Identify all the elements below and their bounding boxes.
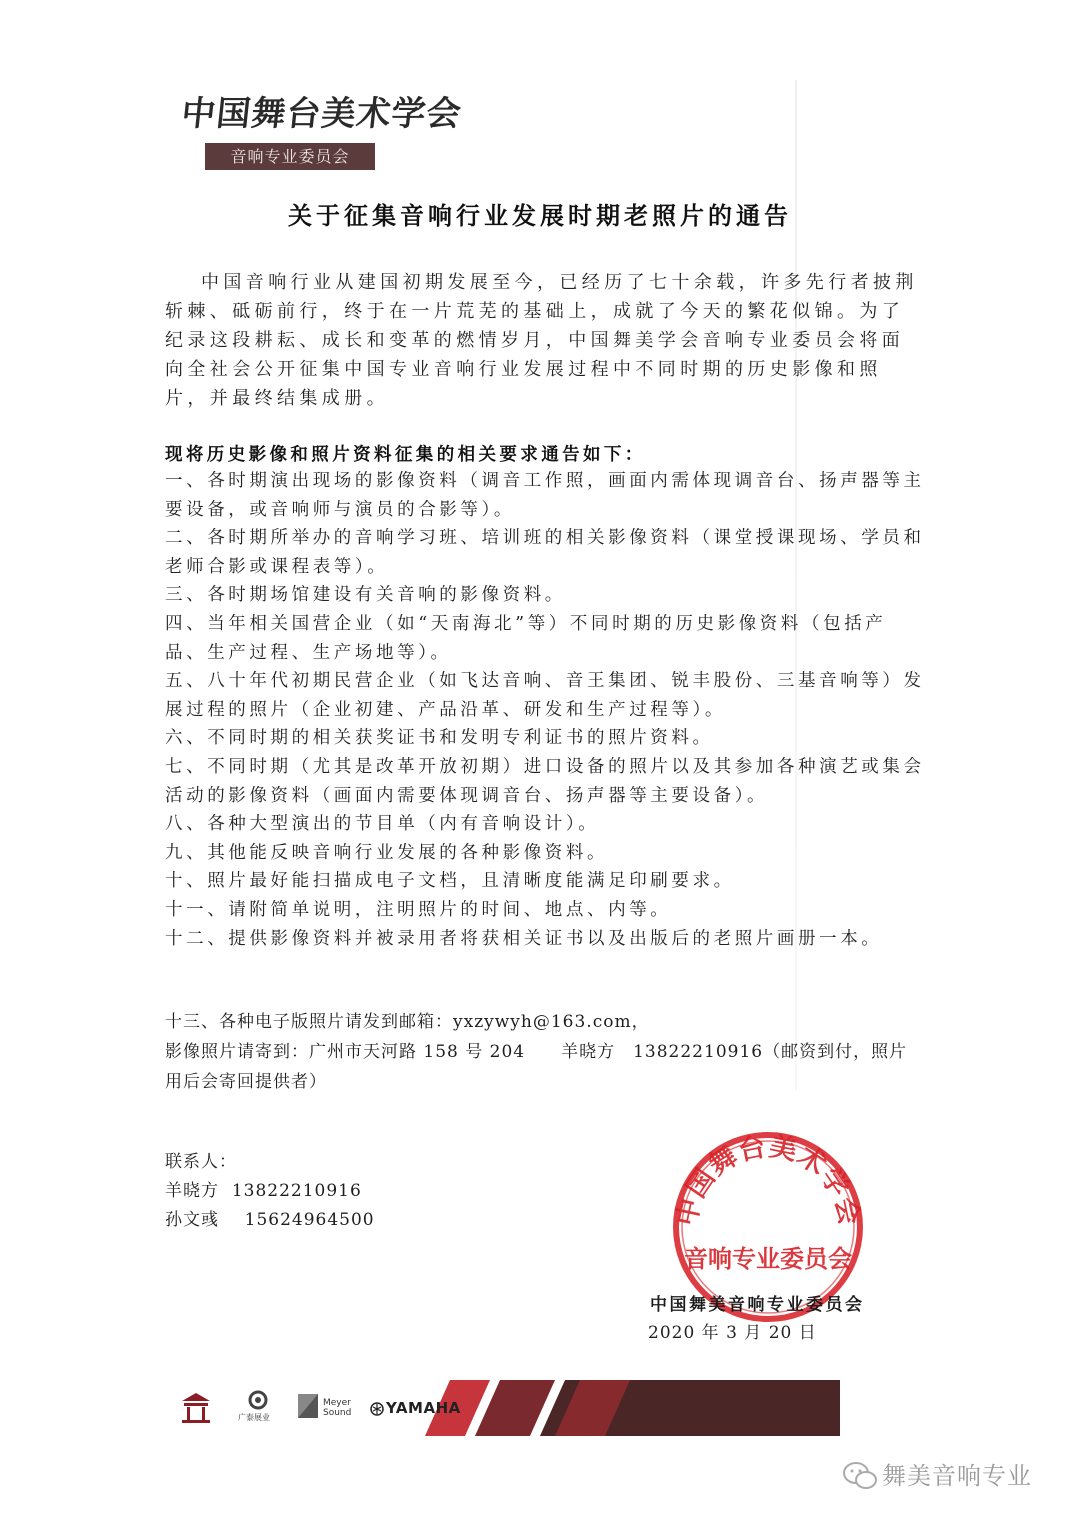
requirement-item: 十、照片最好能扫描成电子文档，且清晰度能满足印刷要求。 [165, 871, 735, 892]
requirement-item: 十一、请附简单说明，注明照片的时间、地点、内等。 [165, 899, 672, 920]
requirement-item: 七、不同时期（尤其是改革开放初期）进口设备的照片以及其参加各种演艺或集会活动的影像资料（画面内需要体现调音台、扬声器等主要设备）。 [165, 756, 925, 806]
email-line: 十三、各种电子版照片请发到邮箱：yxzywyh@163.com， [165, 1012, 650, 1032]
pavilion-logo-icon [178, 1389, 214, 1425]
account-watermark: 舞美音响专业 [882, 1462, 1032, 1490]
contact-row [165, 1177, 375, 1206]
requirement-item: 五、八十年代初期民营企业（如飞达音响、音王集团、锐丰股份、三基音响等）发展过程的照片（企业初建、产品沿革、研发和生产过程等）。 [165, 671, 925, 720]
contact-name: 羊晓方 [165, 1181, 219, 1201]
issue-date: 2020 年 3 月 20 日 [648, 1323, 817, 1343]
requirements-list [165, 467, 925, 953]
document-title: 关于征集音响行业发展时期老照片的通告 [288, 202, 792, 230]
requirement-item: 十二、提供影像资料并被录用者将获相关证书以及出版后的老照片画册一本。 [165, 928, 883, 949]
intro-paragraph: 中国音响行业从建国初期发展至今，已经历了七十余载，许多先行者披荆斩棘、砥砺前行，终于在一片荒芜的基础上，成就了今天的繁花似锦。为了纪录这段耕耘、成长和变革的燃情岁月，中国舞美学会音响专业委员会将面向全社会公开征集中国专业音响行业发展过程中不同时期的历史影像和照片，并最终结集成册。 [165, 272, 918, 409]
requirement-item: 一、各时期演出现场的影像资料（调音工作照，画面内需体现调音台、扬声器等主要设备，或音响师与演员的合影等）。 [165, 471, 925, 520]
committee-badge: 音响专业委员会 [205, 143, 375, 170]
issuing-organization: 中国舞美音响专业委员会 [650, 1295, 865, 1315]
contacts-block [165, 1148, 375, 1235]
sponsor-guangtai: 广泰展业 [238, 1413, 270, 1422]
contact-name: 孙文彧 [165, 1210, 219, 1230]
requirement-item: 三、各时期场馆建设有关音响的影像资料。 [165, 585, 566, 606]
requirement-item: 八、各种大型演出的节目单（内有音响设计）。 [165, 814, 600, 835]
mailing-address-line: 影像照片请寄到：广州市天河路 158 号 204 羊晓方 13822210916（邮资到付，照片用后会寄回提供者） [165, 1042, 908, 1092]
requirement-item: 四、当年相关国营企业（如“天南海北”等）不同时期的历史影像资料（包括产品、生产过程、生产场地等）。 [165, 613, 887, 663]
yamaha-tuning-fork-icon [370, 1402, 384, 1416]
requirements-heading: 现将历史影像和照片资料征集的相关要求通告如下： [165, 445, 646, 465]
contact-phone: 15624964500 [244, 1210, 375, 1230]
contact-phone: 13822210916 [231, 1181, 362, 1201]
contacts-label: 联系人： [165, 1152, 237, 1172]
requirement-item: 二、各时期所举办的音响学习班、培训班的相关影像资料（课堂授课现场、学员和老师合影或课程表等）。 [165, 528, 925, 577]
sponsor-yamaha: YAMAHA [386, 1399, 461, 1417]
guangtai-logo-icon [247, 1390, 269, 1410]
contact-row [165, 1206, 375, 1235]
meyer-sound-logo-icon [298, 1394, 318, 1418]
requirement-item: 六、不同时期的相关获奖证书和发明专利证书的照片资料。 [165, 728, 714, 749]
submission-info [165, 1007, 925, 1097]
requirement-item: 九、其他能反映音响行业发展的各种影像资料。 [165, 842, 609, 863]
sponsor-meyer-sound: Meyer Sound [323, 1398, 352, 1418]
org-logo: 中国舞台美术学会 [179, 94, 464, 134]
svg-text:音响专业委员会: 音响专业委员会 [684, 1245, 852, 1273]
wechat-icon [843, 1462, 877, 1490]
svg-text:中国舞台美术学会: 中国舞台美术学会 [671, 1131, 865, 1229]
